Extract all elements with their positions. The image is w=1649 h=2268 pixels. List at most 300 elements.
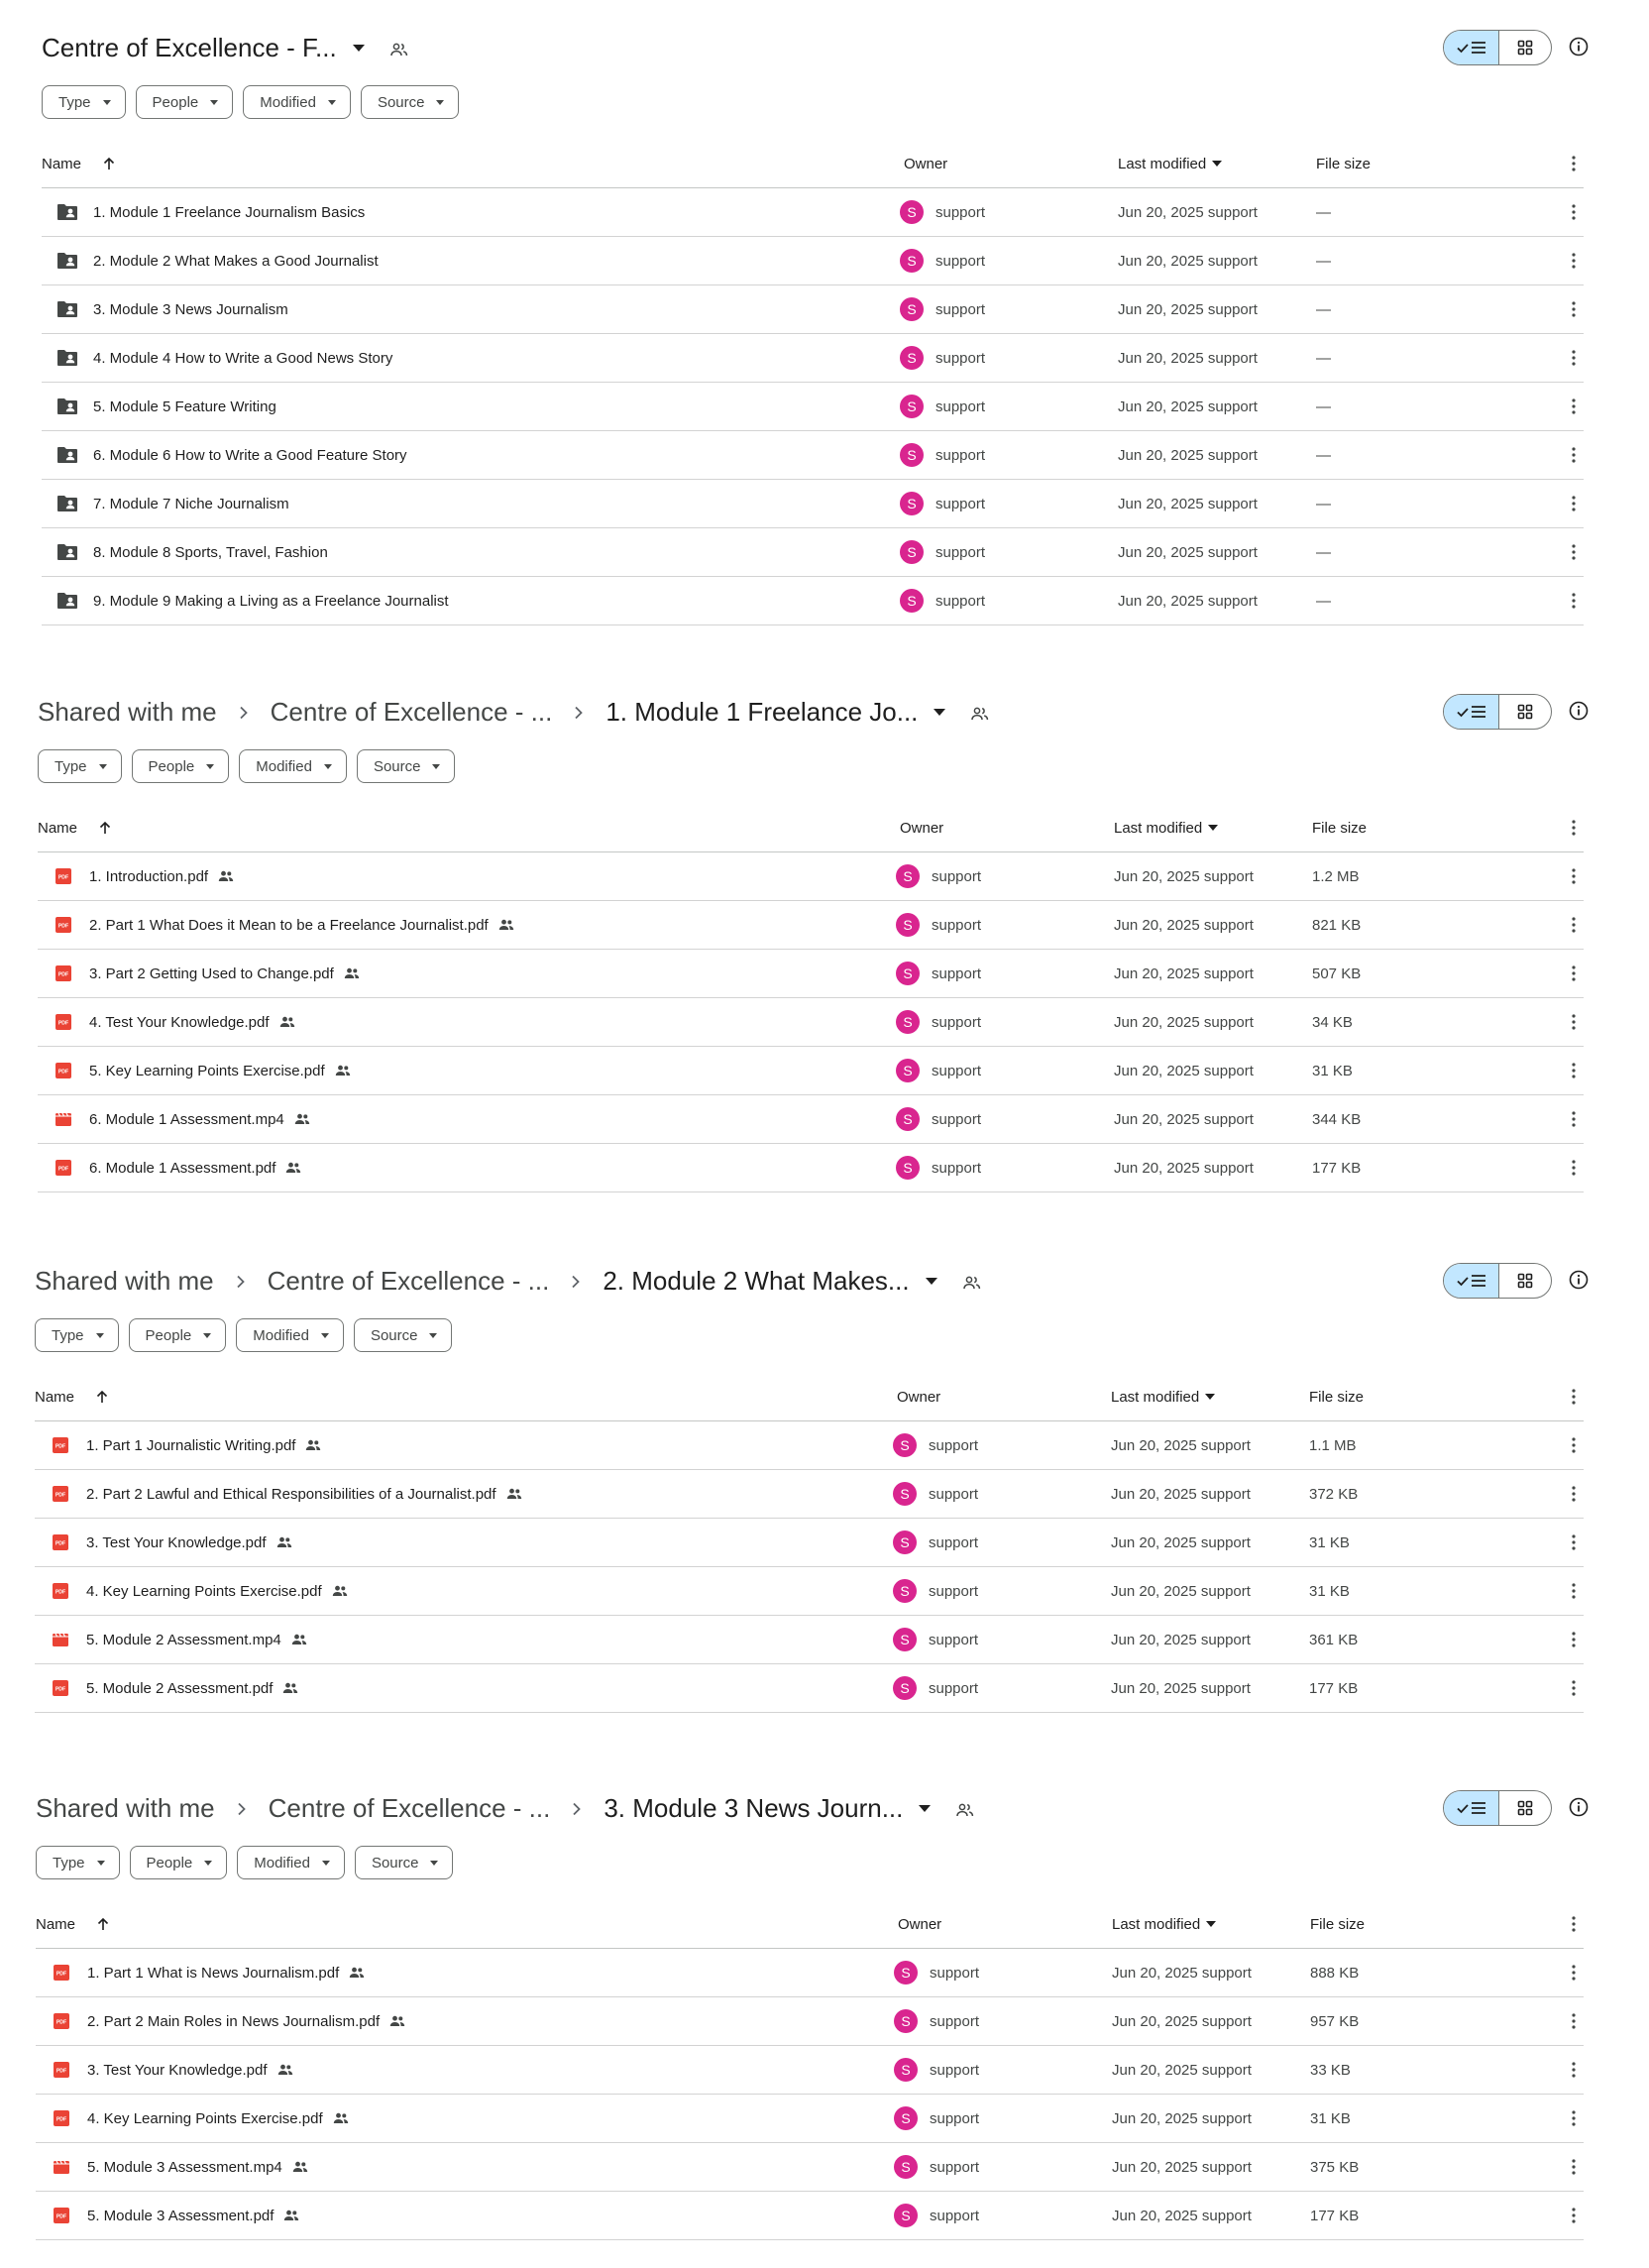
table-row[interactable] bbox=[36, 2192, 1584, 2240]
owner-name: support bbox=[935, 349, 986, 367]
owner-cell bbox=[896, 1095, 981, 1143]
file-name: 3. Part 2 Getting Used to Change.pdf bbox=[89, 964, 334, 982]
more-actions-kebab-icon[interactable] bbox=[1572, 577, 1576, 624]
avatar: S bbox=[900, 395, 924, 418]
arrow-up-icon[interactable] bbox=[103, 157, 115, 170]
pdf-icon bbox=[52, 964, 75, 982]
avatar: S bbox=[900, 346, 924, 370]
table-row[interactable] bbox=[36, 1949, 1584, 1997]
table-row[interactable] bbox=[35, 1567, 1584, 1616]
file-name: 9. Module 9 Making a Living as a Freelance Journalist bbox=[93, 592, 449, 610]
file-size-cell: 375 KB bbox=[1310, 2158, 1360, 2176]
table-row[interactable] bbox=[42, 383, 1584, 431]
table-row[interactable] bbox=[42, 431, 1584, 480]
table-row[interactable] bbox=[38, 950, 1584, 998]
chevron-down-icon bbox=[322, 1861, 330, 1866]
more-actions-kebab-icon[interactable] bbox=[1572, 188, 1576, 236]
column-options-kebab-icon[interactable] bbox=[1572, 1372, 1576, 1421]
chevron-right-icon bbox=[549, 1268, 603, 1294]
table-row[interactable] bbox=[42, 577, 1584, 625]
table-row[interactable] bbox=[35, 1519, 1584, 1567]
modified-cell: Jun 20, 2025 support bbox=[1111, 1582, 1251, 1600]
filter-bar bbox=[35, 1318, 452, 1352]
owner-cell bbox=[900, 334, 985, 382]
column-header-owner[interactable] bbox=[904, 139, 947, 188]
filter-chip-source[interactable] bbox=[355, 1846, 454, 1879]
more-actions-kebab-icon[interactable] bbox=[1572, 2192, 1576, 2239]
owner-cell bbox=[894, 2095, 979, 2142]
avatar: S bbox=[896, 1010, 920, 1034]
file-name: 7. Module 7 Niche Journalism bbox=[93, 495, 289, 512]
more-actions-kebab-icon[interactable] bbox=[1572, 1949, 1576, 1996]
breadcrumb-root[interactable]: Shared with me bbox=[36, 1792, 215, 1823]
owner-cell bbox=[900, 188, 985, 236]
svg-text:PDF: PDF bbox=[55, 2213, 67, 2220]
file-size-cell: 31 KB bbox=[1310, 2109, 1351, 2127]
people-icon bbox=[283, 2210, 299, 2221]
table-row[interactable] bbox=[38, 852, 1584, 901]
avatar: S bbox=[900, 249, 924, 273]
shared-folder-icon bbox=[55, 349, 79, 367]
name-cell bbox=[49, 1421, 321, 1469]
column-header-name[interactable] bbox=[35, 1372, 108, 1421]
table-row[interactable] bbox=[38, 1047, 1584, 1095]
column-header-file-size[interactable] bbox=[1310, 1899, 1365, 1949]
file-name: 4. Key Learning Points Exercise.pdf bbox=[86, 1582, 322, 1600]
info-icon[interactable] bbox=[1568, 1796, 1590, 1818]
more-actions-kebab-icon[interactable] bbox=[1572, 285, 1576, 333]
more-actions-kebab-icon[interactable] bbox=[1572, 2095, 1576, 2142]
owner-cell bbox=[896, 852, 981, 900]
more-actions-kebab-icon[interactable] bbox=[1572, 1470, 1576, 1518]
filter-chip-type[interactable] bbox=[36, 1846, 120, 1879]
more-actions-kebab-icon[interactable] bbox=[1572, 1616, 1576, 1663]
owner-cell bbox=[893, 1616, 978, 1663]
avatar: S bbox=[896, 1059, 920, 1082]
name-cell bbox=[50, 2046, 293, 2094]
avatar: S bbox=[896, 1156, 920, 1180]
people-icon bbox=[349, 1967, 365, 1979]
modified-cell: Jun 20, 2025 support bbox=[1118, 592, 1258, 610]
more-actions-kebab-icon[interactable] bbox=[1572, 1095, 1576, 1143]
arrow-up-icon[interactable] bbox=[97, 1917, 109, 1931]
svg-text:PDF: PDF bbox=[55, 1686, 66, 1693]
avatar: S bbox=[893, 1531, 917, 1554]
owner-name: support bbox=[935, 300, 986, 318]
column-header-owner[interactable] bbox=[897, 1372, 940, 1421]
name-cell bbox=[52, 1095, 310, 1143]
chevron-down-icon bbox=[321, 1333, 329, 1338]
owner-cell bbox=[893, 1470, 978, 1518]
more-actions-kebab-icon[interactable] bbox=[1572, 1664, 1576, 1712]
list-view-button[interactable] bbox=[1444, 1791, 1499, 1825]
filter-chip-modified[interactable] bbox=[243, 85, 351, 119]
breadcrumb-current[interactable]: 3. Module 3 News Journ... bbox=[604, 1792, 904, 1823]
more-actions-kebab-icon[interactable] bbox=[1572, 383, 1576, 430]
view-toggle bbox=[1443, 1790, 1552, 1826]
more-actions-kebab-icon[interactable] bbox=[1572, 334, 1576, 382]
list-view-button[interactable] bbox=[1444, 695, 1499, 729]
share-icon[interactable] bbox=[390, 33, 408, 63]
more-actions-kebab-icon[interactable] bbox=[1572, 431, 1576, 479]
owner-cell bbox=[894, 2046, 979, 2094]
owner-cell bbox=[893, 1664, 978, 1712]
name-cell bbox=[50, 2192, 299, 2239]
column-header-file-size[interactable] bbox=[1316, 139, 1371, 188]
table-row[interactable] bbox=[38, 1144, 1584, 1192]
table-row[interactable] bbox=[38, 1095, 1584, 1144]
column-header-name[interactable] bbox=[42, 139, 115, 188]
column-header-last-modified[interactable] bbox=[1111, 1372, 1215, 1421]
owner-name: support bbox=[932, 1062, 982, 1079]
folder-menu-dropdown[interactable] bbox=[353, 45, 365, 52]
filter-chip-people[interactable] bbox=[129, 1318, 227, 1352]
owner-name: support bbox=[935, 446, 986, 464]
name-cell bbox=[52, 1047, 351, 1094]
modified-cell: Jun 20, 2025 support bbox=[1112, 2012, 1252, 2030]
column-header-name[interactable] bbox=[36, 1899, 109, 1949]
name-cell bbox=[52, 1144, 301, 1191]
owner-name: support bbox=[930, 2158, 980, 2176]
file-size-cell: 34 KB bbox=[1312, 1013, 1353, 1031]
file-name: 3. Test Your Knowledge.pdf bbox=[87, 2061, 268, 2079]
table-row[interactable] bbox=[42, 188, 1584, 237]
file-name: 4. Test Your Knowledge.pdf bbox=[89, 1013, 270, 1031]
more-actions-kebab-icon[interactable] bbox=[1572, 2143, 1576, 2191]
modified-cell: Jun 20, 2025 support bbox=[1118, 203, 1258, 221]
shared-folder-icon bbox=[55, 252, 79, 270]
file-name: 5. Module 3 Assessment.pdf bbox=[87, 2207, 275, 2224]
arrow-up-icon[interactable] bbox=[96, 1390, 108, 1404]
file-name: 2. Part 2 Main Roles in News Journalism.pdf bbox=[87, 2012, 381, 2030]
view-toggle bbox=[1443, 1263, 1552, 1299]
breadcrumb-parent[interactable]: Centre of Excellence - ... bbox=[268, 1792, 551, 1823]
more-actions-kebab-icon[interactable] bbox=[1572, 998, 1576, 1046]
sort-down-icon bbox=[1212, 161, 1222, 167]
more-actions-kebab-icon[interactable] bbox=[1572, 950, 1576, 997]
shared-folder-icon bbox=[55, 397, 79, 415]
chevron-down-icon bbox=[206, 764, 214, 769]
filter-chip-people[interactable] bbox=[132, 749, 230, 783]
breadcrumb bbox=[38, 682, 989, 741]
name-cell bbox=[50, 1949, 365, 1996]
owner-name: support bbox=[929, 1485, 979, 1503]
filter-chip-type[interactable] bbox=[42, 85, 126, 119]
file-name: 6. Module 1 Assessment.mp4 bbox=[89, 1110, 284, 1128]
chevron-down-icon bbox=[429, 1333, 437, 1338]
svg-text:PDF: PDF bbox=[55, 1589, 66, 1596]
table-row[interactable] bbox=[35, 1664, 1584, 1713]
more-actions-kebab-icon[interactable] bbox=[1572, 1144, 1576, 1191]
filter-chip-type[interactable] bbox=[38, 749, 122, 783]
folder-menu-dropdown[interactable] bbox=[919, 1805, 931, 1812]
pdf-icon bbox=[50, 2109, 73, 2127]
more-actions-kebab-icon[interactable] bbox=[1572, 237, 1576, 284]
table-row[interactable] bbox=[42, 480, 1584, 528]
check-list-icon bbox=[1457, 705, 1486, 719]
grid-view-button[interactable] bbox=[1499, 1264, 1551, 1298]
more-actions-kebab-icon[interactable] bbox=[1572, 852, 1576, 900]
column-header-last-modified[interactable] bbox=[1112, 1899, 1216, 1949]
file-name: 3. Module 3 News Journalism bbox=[93, 300, 288, 318]
owner-cell bbox=[894, 1949, 979, 1996]
grid-view-button[interactable] bbox=[1499, 31, 1551, 64]
more-actions-kebab-icon[interactable] bbox=[1572, 1047, 1576, 1094]
column-label: Owner bbox=[900, 819, 944, 837]
filter-chip-source[interactable] bbox=[357, 749, 456, 783]
column-label: Last modified bbox=[1114, 819, 1203, 837]
table-row[interactable] bbox=[42, 285, 1584, 334]
filter-chip-people[interactable] bbox=[130, 1846, 228, 1879]
owner-cell bbox=[896, 998, 981, 1046]
filter-chip-source[interactable] bbox=[354, 1318, 453, 1352]
table-row[interactable] bbox=[35, 1616, 1584, 1664]
file-name: 2. Part 1 What Does it Mean to be a Freelance Journalist.pdf bbox=[89, 916, 489, 934]
svg-text:PDF: PDF bbox=[57, 1069, 69, 1076]
modified-cell: Jun 20, 2025 support bbox=[1114, 1110, 1254, 1128]
file-name: 2. Part 2 Lawful and Ethical Responsibilities of a Journalist.pdf bbox=[86, 1485, 496, 1503]
avatar: S bbox=[900, 297, 924, 321]
name-cell bbox=[49, 1567, 348, 1615]
filter-chip-label: Source bbox=[370, 1326, 418, 1344]
column-options-kebab-icon[interactable] bbox=[1572, 1899, 1576, 1949]
table-row[interactable] bbox=[36, 2143, 1584, 2192]
breadcrumb-root[interactable]: Shared with me bbox=[38, 696, 217, 727]
owner-name: support bbox=[932, 1159, 982, 1177]
shared-folder-icon bbox=[55, 446, 79, 464]
more-actions-kebab-icon[interactable] bbox=[1572, 901, 1576, 949]
filter-chip-label: Type bbox=[55, 757, 87, 775]
file-size-cell: 33 KB bbox=[1310, 2061, 1351, 2079]
filter-chip-label: People bbox=[148, 757, 195, 775]
table-row[interactable] bbox=[42, 528, 1584, 577]
filter-chip-type[interactable] bbox=[35, 1318, 119, 1352]
breadcrumb-current[interactable]: 1. Module 1 Freelance Jo... bbox=[605, 696, 919, 727]
filter-bar bbox=[36, 1846, 453, 1879]
chevron-down-icon bbox=[210, 100, 218, 105]
grid-view-button[interactable] bbox=[1499, 695, 1551, 729]
arrow-up-icon[interactable] bbox=[99, 821, 111, 835]
pdf-icon bbox=[49, 1533, 72, 1551]
table-row[interactable] bbox=[36, 1997, 1584, 2046]
filter-chip-label: People bbox=[146, 1854, 193, 1871]
avatar: S bbox=[893, 1628, 917, 1651]
table-header bbox=[35, 1372, 1584, 1421]
view-toggle bbox=[1443, 694, 1552, 730]
column-header-owner[interactable] bbox=[898, 1899, 941, 1949]
owner-name: support bbox=[930, 2012, 980, 2030]
table-row[interactable] bbox=[36, 2095, 1584, 2143]
column-label: Name bbox=[42, 155, 82, 172]
table-row[interactable] bbox=[38, 998, 1584, 1047]
avatar: S bbox=[896, 913, 920, 937]
pdf-icon bbox=[50, 2207, 73, 2224]
avatar: S bbox=[894, 2058, 918, 2082]
avatar: S bbox=[893, 1676, 917, 1700]
file-list bbox=[36, 1949, 1584, 2240]
filter-chip-label: Modified bbox=[260, 93, 316, 111]
more-actions-kebab-icon[interactable] bbox=[1572, 1567, 1576, 1615]
svg-text:PDF: PDF bbox=[57, 971, 69, 978]
name-cell bbox=[50, 1997, 405, 2045]
file-size-cell: 31 KB bbox=[1309, 1533, 1350, 1551]
pdf-icon bbox=[52, 1062, 75, 1079]
table-row[interactable] bbox=[42, 237, 1584, 285]
column-header-last-modified[interactable] bbox=[1118, 139, 1222, 188]
chevron-down-icon bbox=[430, 1861, 438, 1866]
check-list-icon bbox=[1457, 1801, 1486, 1815]
avatar: S bbox=[900, 200, 924, 224]
chevron-right-icon bbox=[217, 699, 271, 725]
name-cell bbox=[49, 1470, 522, 1518]
people-icon bbox=[277, 2064, 293, 2076]
filter-chip-modified[interactable] bbox=[237, 1846, 345, 1879]
table-row[interactable] bbox=[36, 2046, 1584, 2095]
filter-chip-label: People bbox=[152, 93, 199, 111]
people-icon bbox=[344, 967, 360, 979]
filter-chip-modified[interactable] bbox=[236, 1318, 344, 1352]
file-size-cell: — bbox=[1316, 349, 1331, 367]
table-row[interactable] bbox=[38, 901, 1584, 950]
check-list-icon bbox=[1457, 1274, 1486, 1288]
column-header-owner[interactable] bbox=[900, 803, 943, 852]
name-cell bbox=[52, 950, 360, 997]
avatar: S bbox=[900, 443, 924, 467]
breadcrumb-current[interactable]: 2. Module 2 What Makes... bbox=[603, 1265, 910, 1296]
filter-chip-label: People bbox=[145, 1326, 192, 1344]
shared-folder-icon bbox=[55, 203, 79, 221]
pdf-icon bbox=[49, 1582, 72, 1600]
folder-menu-dropdown[interactable] bbox=[926, 1278, 937, 1285]
column-header-name[interactable] bbox=[38, 803, 111, 852]
owner-cell bbox=[893, 1567, 978, 1615]
avatar: S bbox=[900, 589, 924, 613]
modified-cell: Jun 20, 2025 support bbox=[1114, 1062, 1254, 1079]
more-actions-kebab-icon[interactable] bbox=[1572, 528, 1576, 576]
column-header-last-modified[interactable] bbox=[1114, 803, 1218, 852]
grid-icon bbox=[1517, 704, 1533, 720]
svg-text:PDF: PDF bbox=[55, 2116, 67, 2123]
file-size-cell: 177 KB bbox=[1310, 2207, 1360, 2224]
table-row[interactable] bbox=[35, 1470, 1584, 1519]
more-actions-kebab-icon[interactable] bbox=[1572, 480, 1576, 527]
sort-down-icon bbox=[1206, 1921, 1216, 1927]
owner-name: support bbox=[929, 1436, 979, 1454]
column-header-file-size[interactable] bbox=[1312, 803, 1367, 852]
owner-cell bbox=[900, 431, 985, 479]
owner-cell bbox=[893, 1421, 978, 1469]
avatar: S bbox=[896, 864, 920, 888]
list-view-button[interactable] bbox=[1444, 1264, 1499, 1298]
column-options-kebab-icon[interactable] bbox=[1572, 803, 1576, 852]
svg-text:PDF: PDF bbox=[55, 2068, 67, 2075]
avatar: S bbox=[894, 2009, 918, 2033]
name-cell bbox=[55, 431, 407, 479]
people-icon bbox=[305, 1439, 321, 1451]
more-actions-kebab-icon[interactable] bbox=[1572, 1421, 1576, 1469]
filter-chip-label: Type bbox=[53, 1854, 85, 1871]
pdf-icon bbox=[52, 867, 75, 885]
more-actions-kebab-icon[interactable] bbox=[1572, 2046, 1576, 2094]
table-header bbox=[36, 1899, 1584, 1949]
owner-cell bbox=[893, 1519, 978, 1566]
more-actions-kebab-icon[interactable] bbox=[1572, 1997, 1576, 2045]
name-cell bbox=[49, 1616, 307, 1663]
chevron-down-icon bbox=[432, 764, 440, 769]
column-header-file-size[interactable] bbox=[1309, 1372, 1364, 1421]
filter-chip-source[interactable] bbox=[361, 85, 460, 119]
svg-text:PDF: PDF bbox=[57, 923, 69, 930]
file-name: 1. Part 1 Journalistic Writing.pdf bbox=[86, 1436, 296, 1454]
name-cell bbox=[55, 528, 328, 576]
breadcrumb bbox=[42, 18, 408, 77]
filter-chip-label: Source bbox=[371, 1854, 419, 1871]
grid-icon bbox=[1517, 1800, 1533, 1816]
info-icon[interactable] bbox=[1568, 700, 1590, 722]
column-options-kebab-icon[interactable] bbox=[1572, 139, 1576, 188]
owner-name: support bbox=[932, 964, 982, 982]
owner-name: support bbox=[929, 1679, 979, 1697]
modified-cell: Jun 20, 2025 support bbox=[1118, 543, 1258, 561]
file-size-cell: 957 KB bbox=[1310, 2012, 1360, 2030]
breadcrumb-parent[interactable]: Centre of Excellence - ... bbox=[267, 1265, 550, 1296]
chevron-down-icon bbox=[328, 100, 336, 105]
modified-cell: Jun 20, 2025 support bbox=[1114, 916, 1254, 934]
name-cell bbox=[52, 901, 514, 949]
table-row[interactable] bbox=[35, 1421, 1584, 1470]
filter-bar bbox=[38, 749, 455, 783]
breadcrumb-current[interactable]: Centre of Excellence - F... bbox=[42, 32, 337, 62]
modified-cell: Jun 20, 2025 support bbox=[1118, 446, 1258, 464]
file-name: 4. Module 4 How to Write a Good News Story bbox=[93, 349, 393, 367]
column-label: File size bbox=[1316, 155, 1372, 172]
grid-view-button[interactable] bbox=[1499, 1791, 1551, 1825]
share-icon[interactable] bbox=[956, 1793, 974, 1824]
info-icon[interactable] bbox=[1568, 36, 1590, 57]
name-cell bbox=[55, 237, 379, 284]
more-actions-kebab-icon[interactable] bbox=[1572, 1519, 1576, 1566]
people-icon bbox=[335, 1065, 351, 1077]
modified-cell: Jun 20, 2025 support bbox=[1111, 1631, 1251, 1648]
filter-chip-modified[interactable] bbox=[239, 749, 347, 783]
filter-chip-label: Modified bbox=[256, 757, 312, 775]
breadcrumb-root[interactable]: Shared with me bbox=[35, 1265, 214, 1296]
share-icon[interactable] bbox=[963, 1266, 981, 1297]
file-name: 1. Part 1 What is News Journalism.pdf bbox=[87, 1964, 340, 1982]
file-size-cell: — bbox=[1316, 592, 1331, 610]
filter-chip-label: Modified bbox=[254, 1854, 310, 1871]
info-icon[interactable] bbox=[1568, 1269, 1590, 1291]
filter-chip-people[interactable] bbox=[136, 85, 234, 119]
breadcrumb-parent[interactable]: Centre of Excellence - ... bbox=[270, 696, 553, 727]
file-size-cell: — bbox=[1316, 300, 1331, 318]
people-icon bbox=[498, 919, 514, 931]
file-size-cell: 31 KB bbox=[1309, 1582, 1350, 1600]
filter-chip-label: Type bbox=[52, 1326, 84, 1344]
modified-cell: Jun 20, 2025 support bbox=[1112, 2109, 1252, 2127]
table-row[interactable] bbox=[42, 334, 1584, 383]
modified-cell: Jun 20, 2025 support bbox=[1111, 1679, 1251, 1697]
filter-chip-label: Type bbox=[58, 93, 91, 111]
file-name: 4. Key Learning Points Exercise.pdf bbox=[87, 2109, 323, 2127]
share-icon[interactable] bbox=[971, 697, 989, 728]
folder-menu-dropdown[interactable] bbox=[934, 709, 945, 716]
owner-name: support bbox=[930, 1964, 980, 1982]
avatar: S bbox=[896, 962, 920, 985]
people-icon bbox=[276, 1536, 292, 1548]
people-icon bbox=[279, 1016, 295, 1028]
list-view-button[interactable] bbox=[1444, 31, 1499, 64]
